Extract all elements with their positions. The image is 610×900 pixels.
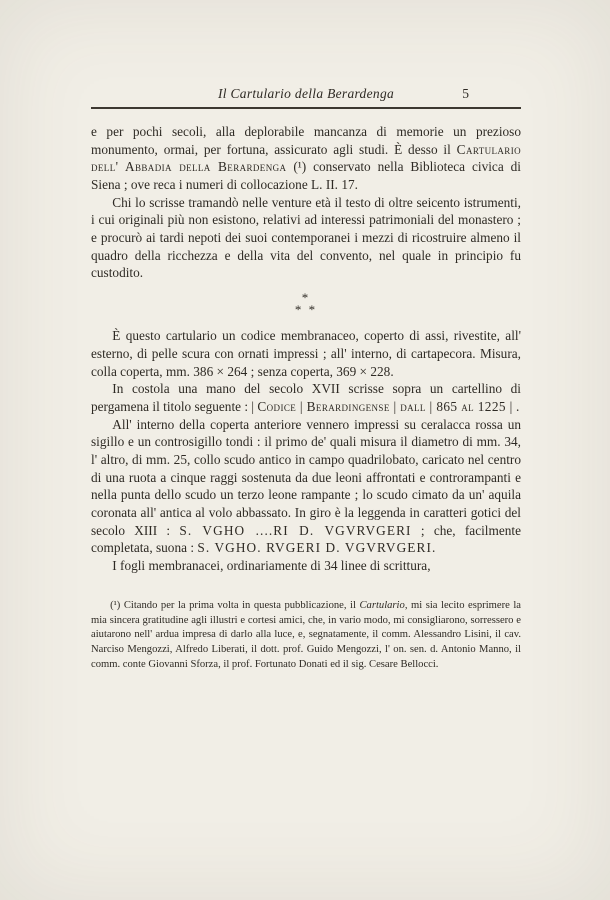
paragraph-5 [91,416,521,557]
text-column [91,86,521,684]
smallcaps-title: Cartulario dell' Abbadia della Berardenga [91,141,521,175]
asterism-divider [91,292,521,315]
paragraph-text: In costola una mano del secolo XVII scrisse sopra un cartellino di pergamena il titolo seguente : | [91,381,521,415]
running-title: Il Cartulario della Berardenga [217,86,395,101]
paragraph-text: (¹) conservato nella Biblioteca civica di Siena ; ove reca i numeri di collocazione L. II. 17. [91,159,521,193]
footnote-italic-title: Cartulario [359,599,405,611]
gothic-legend-text: S. VGHO ....RI D. VGVRVGERI [179,522,412,538]
asterism-bottom: * * [294,301,318,317]
page-number: 5 [462,86,469,101]
paragraph-1 [91,123,521,194]
paragraph-4 [91,380,521,415]
asterism-top: * [301,290,311,306]
paragraph-text: e per pochi secoli, alla deplorabile mancanza di memorie un prezioso monumento, ormai, per fortuna, assicurato agli studi. È desso il [91,124,521,157]
paragraph-text: ; che, facilmente completata, suona : [91,522,521,556]
gothic-legend-text: S. VGHO. RVGERI D. VGVRVGERI. [197,540,437,556]
paragraph-3: È questo cartulario un codice membranaceo, coperto di assi, rivestite, all' esterno, di pelle scura con ornati impressi ; all' interno, di cartapecora. Misura, colla coperta, mm. 386 × 264 ; senza coperta, 369 × 228. [91,328,521,379]
footnote-text: , mi sia lecito esprimere la mia sincera gratitudine agli illustri e cortesi amici, che, in vario modo, mi consigliarono, sorressero e aiutarono nell' ardua impresa di darlo alla luce, e, segnatamente, il comm. Alessandro Lisini, il cav. Narciso Mengozzi, Alfredo Liberati, il dott. prof. Guido Mengozzi, l' on. sen. d. Antonio Manno, il comm. conte Giovanni Sforza, il prof. Fortunato Donati ed il sig. Cesare Bellocci. [91,599,521,671]
paragraph-2: Chi lo scrisse tramandò nelle venture età il testo di oltre seicento istrumenti, i cui originali più non esistono, relativi ad interessi patrimoniali del monastero ; e procurò ai tardi nepoti dei suoi contemporanei i mezzi di ricostruire almeno il quadro della ricchezza e della vita del convento, nel quale in principio fu custodito. [91,194,521,281]
footnote [91,599,521,673]
header-rule [91,107,521,109]
running-head [91,86,521,104]
footnote-text: (¹) Citando per la prima volta in questa pubblicazione, il [110,599,360,611]
smallcaps-book-title: Codice | Berardingense | dall | 865 al 1225 | [257,399,513,415]
paragraph-6: I fogli membranacei, ordinariamente di 34 linee di scrittura, [112,558,431,574]
paragraph-text: . [512,399,520,415]
paragraph-text: All' interno della coperta anteriore vennero impressi su ceralacca rossa un sigillo e un controsigillo tondi : il primo de' quali misura il diametro di mm. 34, l' altro, di mm. 25, collo scudo antico in campo quadrilobato, caricato nel centro di una ruota a cinque raggi sostenuta da due leoni affrontati e controrampanti e nella punta dello scudo un terzo leone rampante ; lo scudo cimato da un' aquila coronata all' antica al volo abbassato. In giro è la leggenda in caratteri gotici del secolo XIII : [91,416,521,538]
body-text [91,123,521,673]
